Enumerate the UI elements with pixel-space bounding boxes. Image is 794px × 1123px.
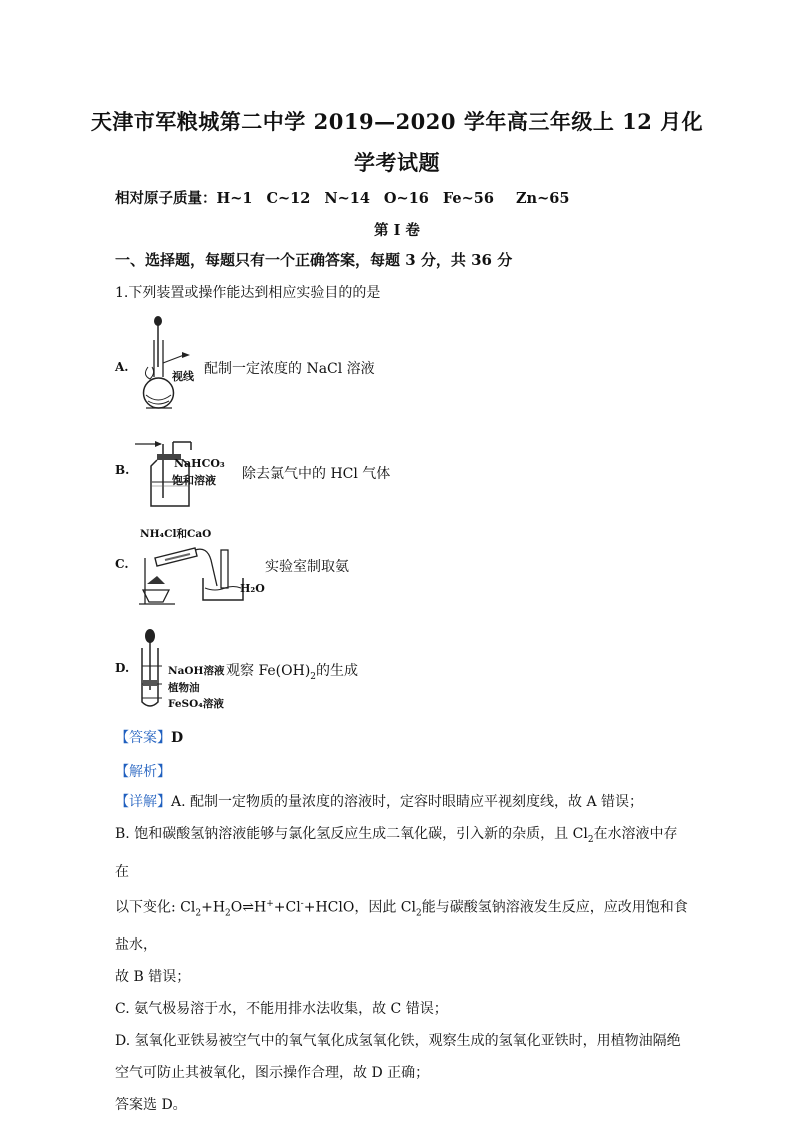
sub-h2o: 2 [225, 908, 231, 919]
sub-cl2-c: 2 [415, 908, 422, 919]
atomic-mass-n: N~14 [324, 190, 370, 207]
option-d-fig-label1: NaOH溶液 [168, 665, 225, 677]
option-c-text: 实验室制取氨 [265, 559, 349, 575]
final-answer-line: 答案选 D。 [115, 1097, 187, 1114]
option-d-text [226, 660, 358, 682]
detail-b-2d: +Cl [273, 899, 301, 916]
detail-tag: 【详解】 [115, 794, 171, 810]
option-c-letter: C. [115, 557, 129, 571]
detail-b-1b: 在水溶液中存在 [115, 826, 678, 880]
answer-value: D [171, 730, 184, 746]
detail-a: A. 配制一定物质的量浓度的溶液时，定容时眼睛应平视刻度线，故 A 错误； [171, 794, 644, 810]
analysis-tag: 【解析】 [115, 764, 171, 780]
sup-plus: + [266, 898, 274, 909]
analysis-paragraph [115, 786, 690, 1121]
detail-d-line2: 空气可防止其被氧化，图示操作合理，故 D 正确； [115, 1065, 430, 1082]
detail-b-1a: B. 饱和碳酸氢钠溶液能够与氯化氢反应生成二氧化碳，引入新的杂质，且 Cl [115, 826, 588, 842]
detail-b-line3: 故 B 错误； [115, 969, 191, 986]
option-d-text-post: 的生成 [316, 663, 359, 679]
option-d-text-sub: 2 [310, 671, 317, 682]
option-a-fig-label: 视线 [172, 370, 194, 383]
option-b-letter: B. [115, 463, 130, 477]
question-1: 1.下列装置或操作能达到相应实验目的的是 [115, 285, 381, 301]
detail-b-2e: +HClO，因此 Cl [303, 899, 416, 916]
answer-line [115, 727, 183, 747]
option-d-fig-label2: 植物油 [168, 682, 200, 694]
option-a-letter: A. [115, 360, 129, 374]
atomic-mass-h: H~1 [216, 190, 253, 207]
detail-c-line: C. 氨气极易溶于水，不能用排水法收集，故 C 错误； [115, 1001, 448, 1018]
atomic-mass-zn: Zn~65 [515, 190, 570, 207]
option-b-fig-label1: NaHCO₃ [174, 457, 225, 470]
option-b-fig-label2: 饱和溶液 [172, 474, 216, 487]
answer-tag: 【答案】 [115, 730, 171, 746]
option-c-fig-label2: H₂O [240, 582, 265, 595]
detail-b-2c: O⇌H [230, 899, 267, 916]
atomic-mass-label: 相对原子质量： [115, 190, 217, 207]
detail-b-line2 [115, 888, 690, 961]
exam-title-line1: 天津市军粮城第二中学 2019—2020 学年高三年级上 12 月化 [90, 109, 704, 134]
atomic-masses [115, 187, 569, 208]
sub-cl2-a: 2 [587, 834, 594, 845]
option-d-fig-label3: FeSO₄溶液 [168, 698, 224, 710]
detail-b-2b: +H [201, 899, 226, 916]
detail-b-2f: 能与碳酸氢钠溶液发生反应，应改用饱和食盐水， [115, 899, 688, 954]
detail-b-2a: 以下变化: Cl [115, 899, 196, 916]
detail-b-line1 [115, 818, 690, 888]
option-d-letter: D. [115, 661, 130, 675]
volumetric-flask-figure [138, 315, 200, 415]
section-title: 一、选择题，每题只有一个正确答案，每题 3 分，共 36 分 [115, 251, 513, 269]
volume-label: 第 I 卷 [374, 222, 420, 239]
sub-cl2-b: 2 [195, 908, 202, 919]
option-b-text: 除去氯气中的 HCl 气体 [242, 466, 391, 482]
option-a-text: 配制一定浓度的 NaCl 溶液 [204, 361, 375, 377]
atomic-mass-c: C~12 [266, 190, 311, 207]
sup-minus: - [300, 898, 304, 909]
option-d-text-pre: 观察 Fe(OH) [226, 663, 311, 679]
exam-title-line2: 学考试题 [354, 150, 440, 175]
atomic-mass-o: O~16 [383, 190, 429, 207]
atomic-mass-fe: Fe~56 [442, 190, 494, 207]
detail-d-line1: D. 氢氧化亚铁易被空气中的氧气氧化成氢氧化铁，观察生成的氢氧化亚铁时，用植物油隔绝 [115, 1033, 681, 1050]
option-c-fig-label1: NH₄Cl和CaO [140, 528, 212, 540]
detail-a-line [115, 786, 690, 818]
